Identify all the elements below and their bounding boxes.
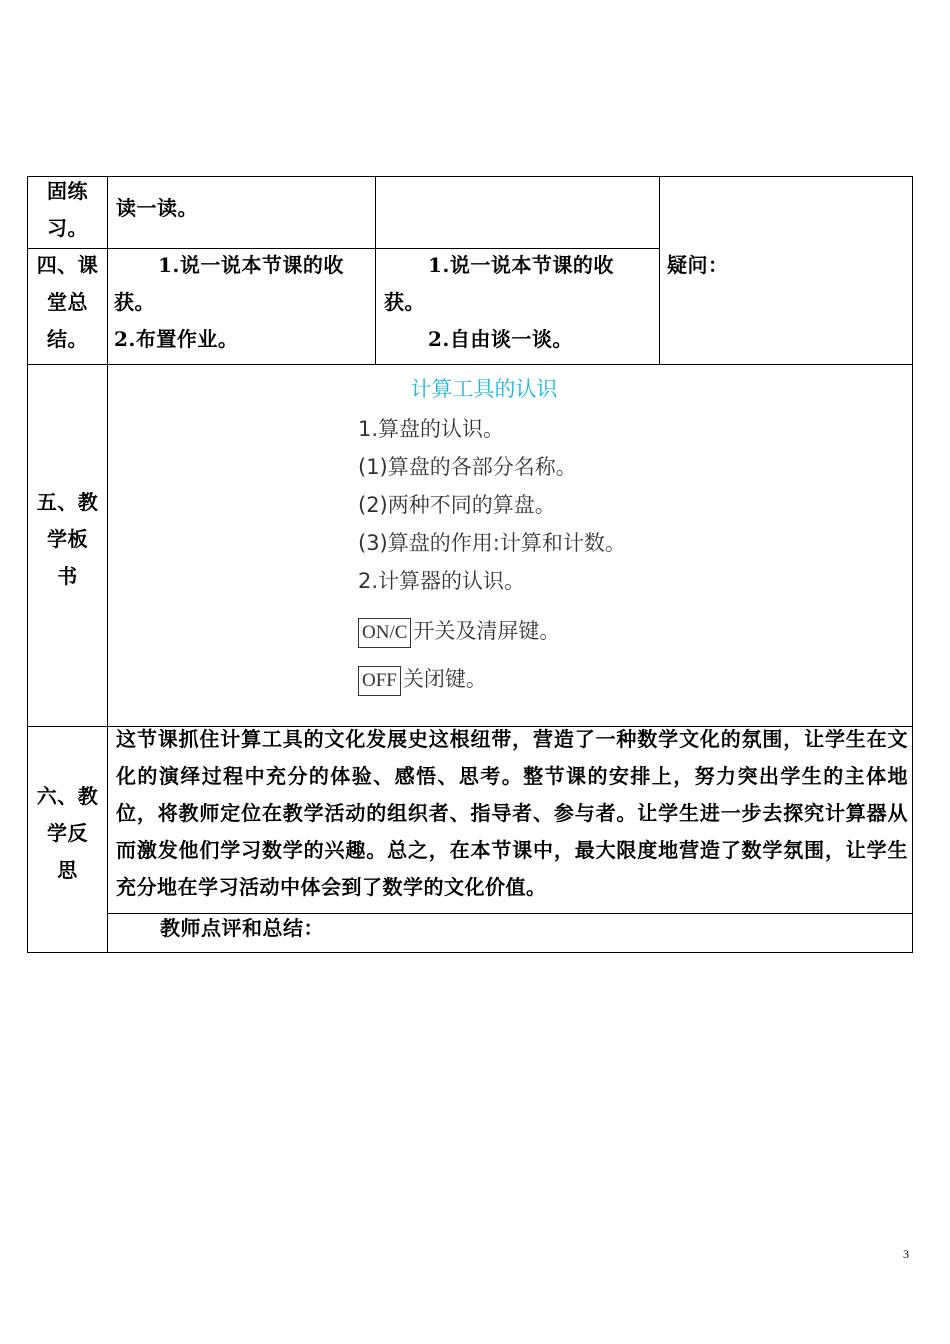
row-divider xyxy=(27,364,913,365)
board-line-5: 2.计算器的认识。 xyxy=(358,569,526,593)
reflection-text: 这节课抓住计算工具的文化发展史这根纽带，营造了一种数学文化的氛围，让学生在文化的演绎过程中充分的体验、感悟、思考。整节课的安排上，努力突出学生的主体地位，将教师定位在教学活动的组织者、指导者、参与者。让学生进一步去探究计算器从而激发他们学习数学的兴趣。总之，在本节课中，最大限度地营造了数学氛围，让学生充分地在学习活动中体会到了数学的文化价值。 xyxy=(116,727,908,899)
off-key-desc: 关闭键。 xyxy=(402,667,487,691)
board-title: 计算工具的认识 xyxy=(410,377,558,401)
off-key: OFF xyxy=(358,666,401,696)
key-row-onc xyxy=(358,612,898,650)
summary-note: 疑问： xyxy=(667,253,729,277)
summary-teacher-item-2: 2.布置作业。 xyxy=(114,327,239,351)
table-border-right xyxy=(912,176,913,953)
table-border-top xyxy=(27,176,913,177)
practice-teacher-text: 读一读。 xyxy=(116,196,198,220)
page-number: 3 xyxy=(903,1247,909,1261)
board-content xyxy=(358,410,898,698)
board-line-1: 1.算盘的认识。 xyxy=(358,417,505,441)
onc-key: ON/C xyxy=(358,618,411,648)
column-divider xyxy=(659,176,660,365)
board-line-4: (3)算盘的作用:计算和计数。 xyxy=(358,531,626,555)
board-label: 五、教 学板 书 xyxy=(36,490,99,588)
summary-teacher-item-1: 1.说一说本节课的收获。 xyxy=(114,253,344,314)
board-line-3: (2)两种不同的算盘。 xyxy=(358,493,556,517)
key-row-off xyxy=(358,660,898,698)
column-divider xyxy=(107,176,108,953)
practice-label: 固练 习。 xyxy=(47,179,88,240)
board-line-2: (1)算盘的各部分名称。 xyxy=(358,455,577,479)
reflection-label: 六、教 学反 思 xyxy=(36,784,99,882)
summary-student-item-1: 1.说一说本节课的收获。 xyxy=(384,253,614,314)
column-divider xyxy=(375,176,376,365)
summary-student-item-2: 2.自由谈一谈。 xyxy=(428,327,573,351)
summary-label: 四、课 堂总 结。 xyxy=(36,253,99,351)
teacher-comment: 教师点评和总结： xyxy=(160,916,324,940)
onc-key-desc: 开关及清屏键。 xyxy=(413,619,561,643)
table-border-bottom xyxy=(27,952,913,953)
